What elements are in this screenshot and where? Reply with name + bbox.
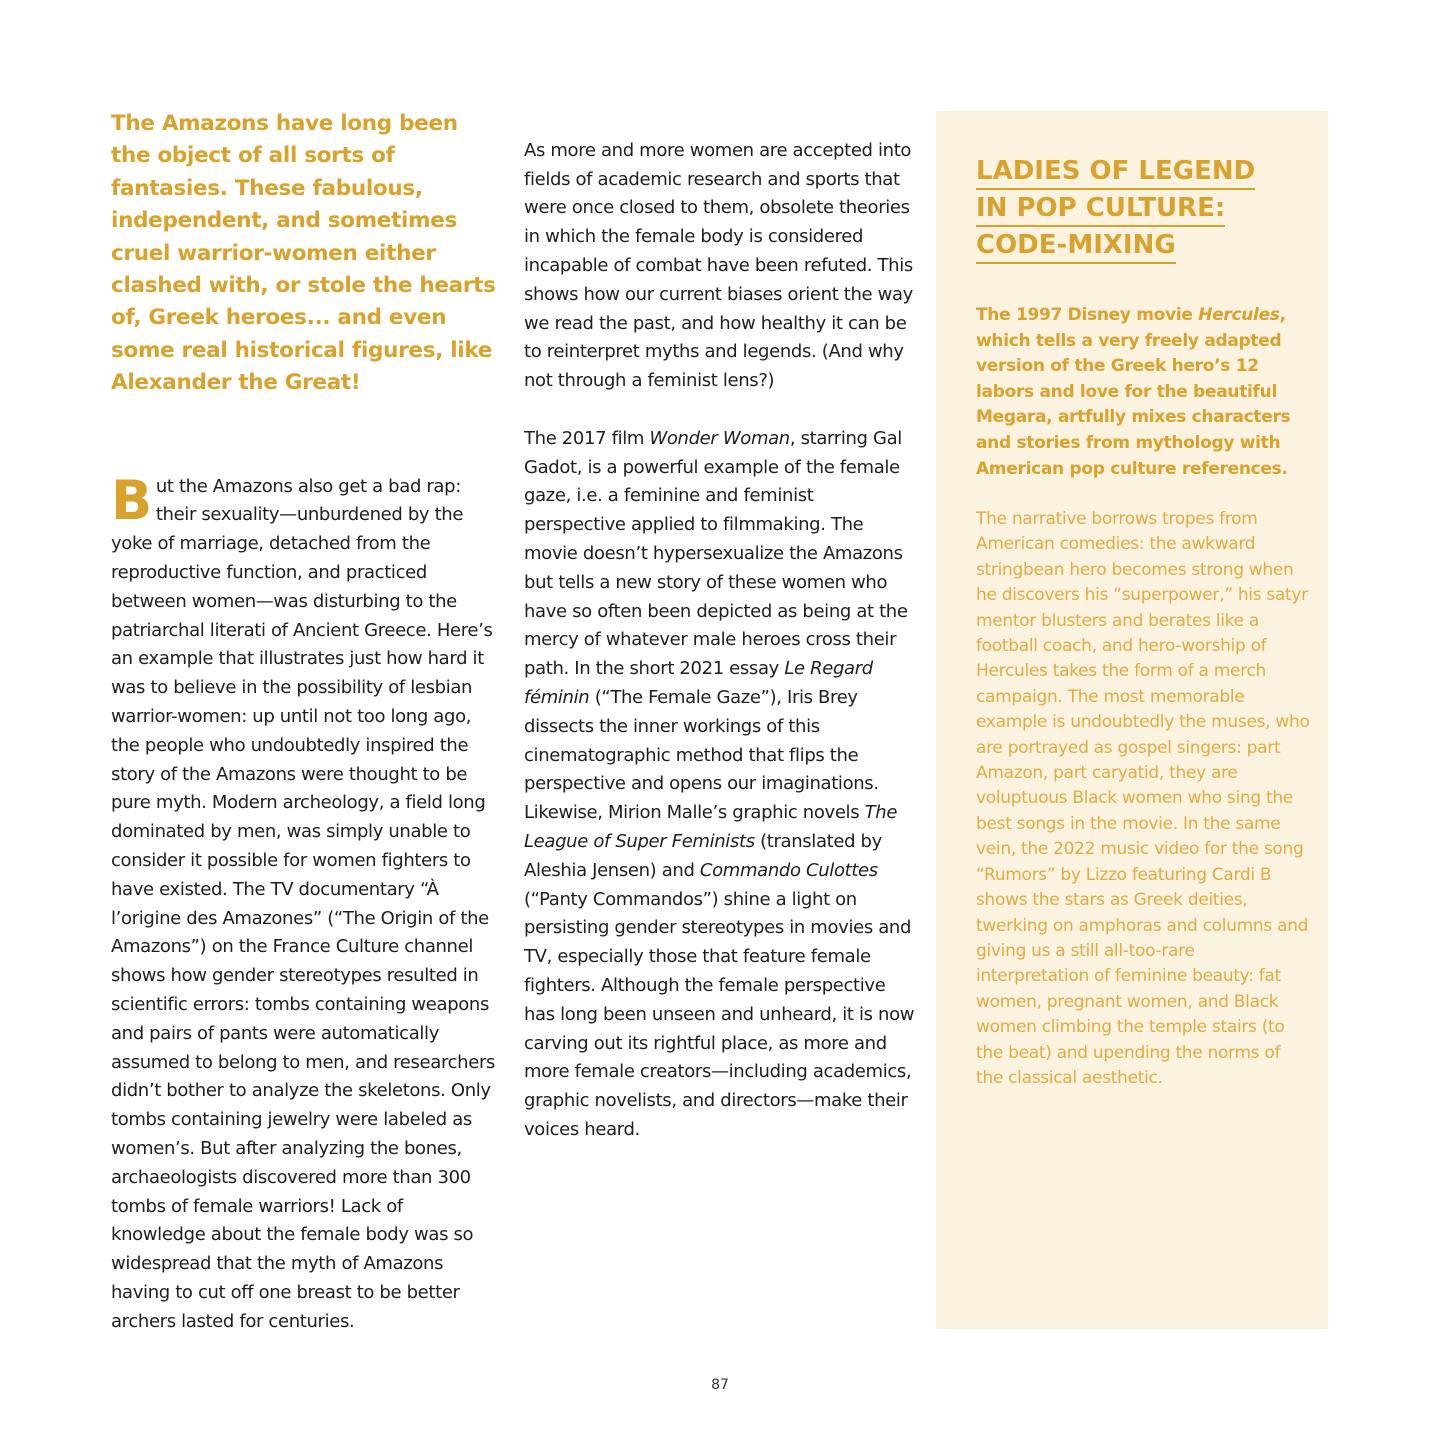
sidebar-lead-text-1: The 1997 Disney movie — [976, 305, 1199, 325]
body-paragraph-2: As more and more women are accepted into fields of academic research and sports that were once closed to them, obsolete theories in which the female body is considered incapable of combat have been refuted. This shows how our current biases orient the way we read the past, and how healthy it can be to reinterpret myths and legends. (And why not through a feminist lens?) — [524, 139, 913, 392]
p3-text-1: The 2017 film — [524, 427, 650, 449]
sidebar-title-line-2: IN POP CULTURE: — [976, 191, 1225, 227]
p3-text-2: , starring Gal Gadot, is a powerful example of the female gaze, i.e. a feminine and feminist perspective applied to filmmaking. The movie doesn’t hypersexualize the Amazons but tells a new story of these women who have so often been depicted as being at the mercy of whatever male heroes cross their path. In the short 2021 essay — [524, 427, 908, 680]
sidebar-body: The narrative borrows tropes from American comedies: the awkward stringbean hero becomes strong when he discovers his “superpower,” his satyr mentor blusters and berates like a football coach, and hero-worship of Hercules takes the form of a merch campaign. The most memorable example is undoubtedly the muses, who are portrayed as gospel singers: part Amazon, part caryatid, they are voluptuous Black women who sing the best songs in the movie. In the same vein, the 2022 music video for the song “Rumors” by Lizzo featuring Cardi B shows the stars as Greek deities, twerking on amphoras and columns and giving us a still all-too-rare interpretation of feminine beauty: fat women, pregnant women, and Black women climbing the temple stairs (to the beat) and upending the norms of the classical aesthetic. — [976, 509, 1310, 1088]
middle-column — [524, 108, 916, 1145]
sidebar-box — [936, 111, 1328, 1329]
book-title-le-regard-feminin: Le Regard féminin — [524, 658, 873, 708]
page-number: 87 — [711, 1377, 729, 1393]
p3-text-5: (“Panty Commandos”) shine a light on persisting gender stereotypes in movies and TV, especially those that feature female fighters. Although the female perspective has long been unseen and unheard, it is now carving out its rightful place, as more and more female creators—including academics, graphic novelists, and directors—make their voices heard. — [524, 888, 915, 1140]
body-paragraph-3 — [524, 425, 916, 1145]
lead-paragraph: The Amazons have long been the object of all sorts of fantasies. These fabulous, independent, and sometimes cruel warrior-women either clashed with, or stole the hearts of, Greek heroes... and even some real historical figures, like Alexander the Great! — [111, 111, 496, 396]
book-title-league-of-super-feminists: The League of Super Feminists — [524, 802, 898, 852]
body-paragraph-1-text: ut the Amazons also get a bad rap: their sexuality—unburdened by the yoke of marriage, detached from the reproductive function, and practiced between women—was disturbing to the patriarchal literati of Ancient Greece. Here’s an example that illustrates just how hard it was to believe in the possibility of lesbian warrior-women: up until not too long ago, the people who undoubtedly inspired the story of the Amazons were thought to be pure myth. Modern archeology, a field long dominated by men, was simply unable to consider it possible for women fighters to have existed. The TV documentary “À l’origine des Amazones” (“The Origin of the Amazons”) on the France Culture channel shows how gender stereotypes resulted in scientific errors: tombs containing weapons and pairs of pants were automatically assumed to belong to men, and researchers didn’t bother to analyze the skeletons. Only tombs containing jewelry were labeled as women’s. But after analyzing the bones, archaeologists discovered more than 300 tombs of female warriors! Lack of knowledge about the female body was so widespread that the myth of Amazons having to cut off one breast to be better archers lasted for centuries. — [111, 475, 496, 1332]
sidebar-title-line-3: CODE-MIXING — [976, 228, 1176, 264]
p3-text-4: (translated by Aleshia Jensen) and — [524, 830, 882, 881]
film-title-hercules: Hercules — [1198, 305, 1280, 325]
book-title-commando-culottes: Commando Culottes — [699, 859, 878, 881]
sidebar-title — [976, 153, 1306, 264]
sidebar-lead-text-2: , which tells a very freely adapted version of the Greek hero’s 12 labors and love for the beautiful Megara, artfully mixes characters and stories from mythology with American pop culture references. — [976, 305, 1291, 479]
sidebar-title-line-1: LADIES OF LEGEND — [976, 154, 1255, 190]
film-title-wonder-woman: Wonder Woman — [649, 427, 790, 449]
left-column — [111, 108, 497, 1337]
drop-cap: B — [111, 468, 152, 532]
sidebar-lead — [976, 303, 1311, 482]
p3-text-3: (“The Female Gaze”), Iris Brey dissects the inner workings of this cinematographic method that flips the perspective and opens our imaginations. Likewise, Mirion Malle’s graphic novels — [524, 686, 879, 824]
body-paragraph-1 — [111, 468, 497, 1337]
